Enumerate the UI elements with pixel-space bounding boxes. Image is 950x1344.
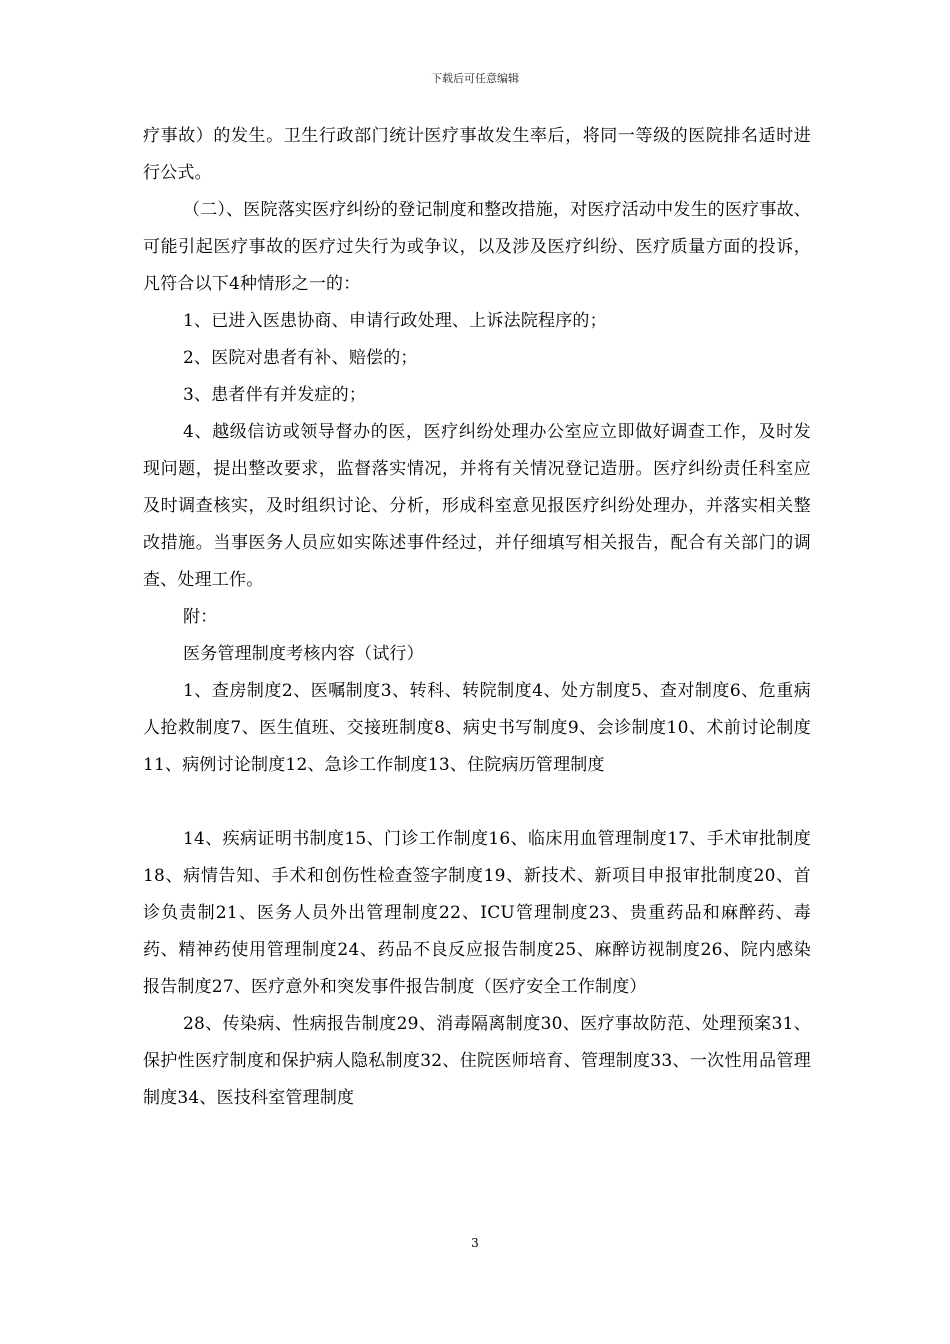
page-header-note: 下载后可任意编辑	[431, 72, 519, 85]
document-body	[143, 118, 811, 1117]
appendix-label: 附：	[183, 607, 218, 627]
list-item-1: 1、已进入医患协商、申请行政处理、上诉法院程序的；	[183, 311, 607, 331]
paragraph-section-two: （二）、医院落实医疗纠纷的登记制度和整改措施，对医疗活动中发生的医疗事故、可能引起医疗事故的医疗过失行为或争议，以及涉及医疗纠纷、医疗质量方面的投诉，凡符合以下4种情形之一的：	[143, 200, 811, 294]
list-item-4: 4、越级信访或领导督办的医，医疗纠纷处理办公室应立即做好调查工作，及时发现问题，提出整改要求，监督落实情况，并将有关情况登记造册。医疗纠纷责任科室应及时调查核实，及时组织讨论、分析，形成科室意见报医疗纠纷处理办，并落实相关整改措施。当事医务人员应如实陈述事件经过，并仔细填写相关报告，配合有关部门的调查、处理工作。	[143, 422, 811, 590]
list-item-2: 2、医院对患者有补、赔偿的；	[183, 348, 418, 368]
page-number: 3	[471, 1236, 479, 1250]
regulations-list-part-1: 1、查房制度2、医嘱制度3、转科、转院制度4、处方制度5、查对制度6、危重病人抢救制度7、医生值班、交接班制度8、病史书写制度9、会诊制度10、术前讨论制度11、病例讨论制度12、急诊工作制度13、住院病历管理制度	[143, 681, 811, 775]
regulations-list-part-3: 28、传染病、性病报告制度29、消毒隔离制度30、医疗事故防范、处理预案31、保护性医疗制度和保护病人隐私制度32、住院医师培育、管理制度33、一次性用品管理制度34、医技科室管理制度	[143, 1014, 811, 1108]
regulations-list-part-2: 14、疾病证明书制度15、门诊工作制度16、临床用血管理制度17、手术审批制度18、病情告知、手术和创伤性检查签字制度19、新技术、新项目申报审批制度20、首诊负责制21、医务人员外出管理制度22、ICU管理制度23、贵重药品和麻醉药、毒药、精神药使用管理制度24、药品不良反应报告制度25、麻醉访视制度26、院内感染报告制度27、医疗意外和突发事件报告制度（医疗安全工作制度）	[143, 829, 811, 997]
paragraph-continuation: 疗事故）的发生。卫生行政部门统计医疗事故发生率后，将同一等级的医院排名适时进行公式。	[143, 126, 811, 183]
appendix-title: 医务管理制度考核内容（试行）	[183, 644, 424, 664]
blank-line	[143, 784, 811, 821]
list-item-3: 3、患者伴有并发症的；	[183, 385, 367, 405]
